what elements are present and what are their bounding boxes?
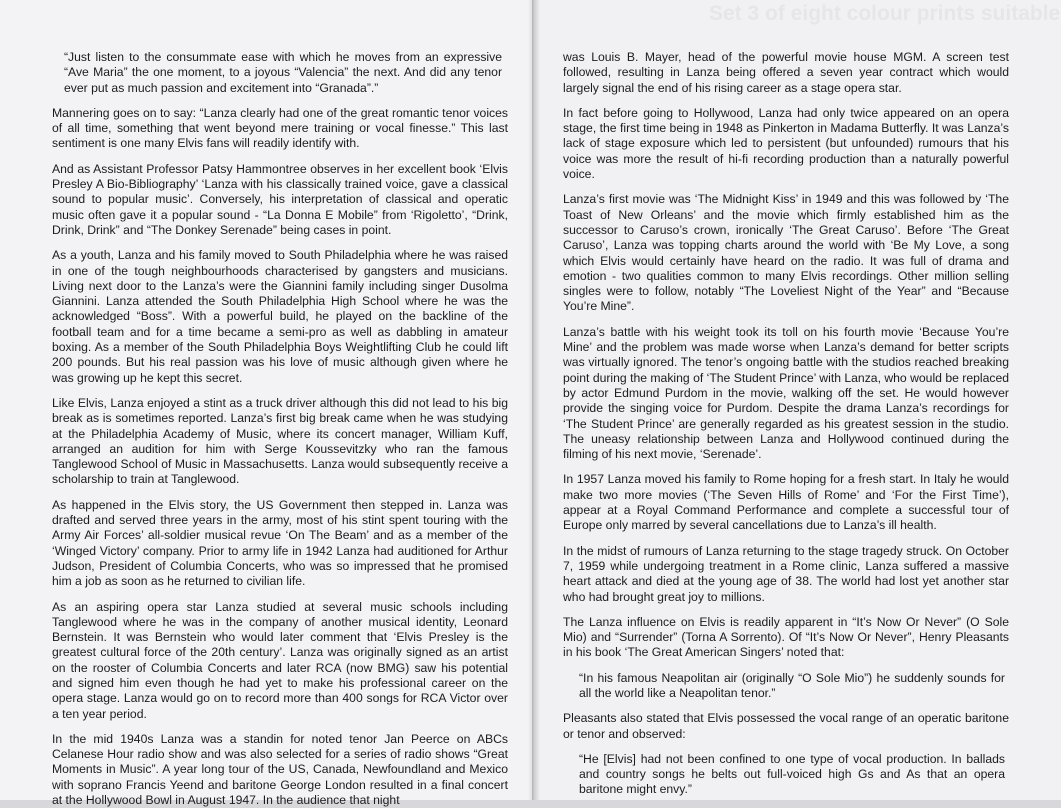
paragraph-quote-neapolitan: “In his famous Neapolitan air (originally “O Sole Mio”) he suddenly sounds for all the world like a Neapolitan tenor.” bbox=[579, 670, 1005, 700]
paragraph-rome: In 1957 Lanza moved his family to Rome hoping for a fresh start. In Italy he would make two more movies (‘The Seven Hills of Rome’ and ‘For the First Time’), appear at a Royal Command Performance and complete a successful tour of Europe only marred by several cancellations due to Lanza’s ill health. bbox=[563, 472, 1009, 533]
paragraph-tragedy: In the midst of rumours of Lanza returning to the stage tragedy struck. On October 7, 1959 while undergoing treatment in a Rome clinic, Lanza suffered a massive heart attack and died at the young age of 38. The world had lost yet another star who had brought great joy to millions. bbox=[563, 543, 1009, 604]
paragraph-influence: The Lanza influence on Elvis is readily apparent in “It’s Now Or Never” (O Sole Mio) and “Surrender” (Torna A Sorrento). Of “It’s Now Or Never”, Henry Pleasants in his book ‘The Great American Singers’ noted that: bbox=[563, 614, 1009, 660]
paragraph-hammontree: And as Assistant Professor Patsy Hammontree observes in her excellent book ‘Elvis Presley A Bio-Bibliography’ ‘Lanza with his classically trained voice, gave a classical sound to popular music’. Conversely, his interpretation of classical and operatic music often gave it a popular sound - “La Donna E Mobile” from ‘Rigoletto’, “Drink, Drink, Drink” and “The Donkey Serenade” being cases in point. bbox=[52, 161, 508, 237]
paragraph-truck-driver: Like Elvis, Lanza enjoyed a stint as a truck driver although this did not lead to his big break as is sometimes reported. Lanza’s first big break came when he was studying at the Philadelphia Academy of Music, where its concert manager, William Kuff, arranged an audition for him with Serge Koussevitzky who ran the famous Tanglewood School of Music in Massachusetts. Lanza would subsequently receive a scholarship to train at Tanglewood. bbox=[52, 395, 508, 487]
paragraph-quote-high-gs: “He [Elvis] had not been confined to one type of vocal production. In ballads and country songs he belts out full-voiced high Gs and As that an opera baritone might envy.” bbox=[579, 751, 1005, 797]
show-through-text: Set 3 of eight colour prints suitable bbox=[709, 2, 1061, 25]
paragraph-first-movie: Lanza’s first movie was ‘The Midnight Kiss’ in 1949 and this was followed by ‘The Toast of New Orleans’ and the movie which firmly established him as the successor to Caruso’s crown, ironically ‘The Great Caruso’. Before ‘The Great Caruso’, Lanza was topping charts around the world with ‘Be My Love, a song which Elvis would certainly have heard on the radio. It was full of drama and emotion - two qualities common to many Elvis recordings. Other million selling singles were to follow, notably “The Loveliest Night of the Year” and “Because You’re Mine”. bbox=[563, 192, 1009, 314]
paragraph-weight: Lanza’s battle with his weight took its toll on his fourth movie ‘Because You’re Mine’ and the problem was made worse when Lanza’s demand for better scripts was virtually ignored. The tenor’s ongoing battle with the studios reached breaking point during the making of ‘The Student Prince’ with Lanza, who would be replaced by actor Edmund Purdom in the movie, walking off the set. He would however provide the singing voice for Purdom. Despite the drama Lanza’s recordings for ‘The Student Prince’ are generally regarded as his greatest session in the studio. The uneasy relationship between Lanza and Hollywood continued during the filming of his next movie, ‘Serenade’. bbox=[563, 324, 1010, 462]
paragraph-youth: As a youth, Lanza and his family moved to South Philadelphia where he was raised in one of the tough neighbourhoods characterised by gangsters and musicians. Living next door to the Lanza’s were the Giannini family including singer Dusolma Giannini. Lanza attended the South Philadelphia High School where he was the acknowledged “Boss”. With a powerful build, he played on the backline of the football team and for a time became a semi-pro as well as dabbling in amateur boxing. As a member of the South Philadelphia Boys Weightlifting Club he could lift 200 pounds. But his real passion was his love of music although given where he was growing up he kept this secret. bbox=[52, 248, 508, 385]
paragraph-opera-star: As an aspiring opera star Lanza studied at several music schools including Tanglewood where he was in the company of another musical identity, Leonard Bernstein. It was Bernstein who would later comment that ‘Elvis Presley is the greatest cultural force of the 20th century’. Lanza was originally signed as an artist on the rooster of Columbia Concerts and later RCA (now BMG) saw his potential and signed him even though he had yet to make his professional career on the opera stage. Lanza would go on to record more than 400 songs for RCA Victor over a ten year period. bbox=[52, 599, 508, 721]
paragraph-army: As happened in the Elvis story, the US Government then stepped in. Lanza was drafted and served three years in the army, most of his stint spent touring with the Army Air Forces’ all-soldier musical revue ‘On The Beam’ and as a member of the ‘Winged Victory’ company. Prior to army life in 1942 Lanza had auditioned for Arthur Judson, President of Columbia Concerts, who was so impressed that he promised him a job as soon as he returned to civilian life. bbox=[52, 497, 508, 589]
paragraph-mannering: Mannering goes on to say: “Lanza clearly had one of the great romantic tenor voices of all time, something that went beyond mere training or vocal finesse.” This last sentiment is one many Elvis fans will readily identify with. bbox=[52, 105, 508, 151]
paragraph-vocal-range: Pleasants also stated that Elvis possessed the vocal range of an operatic baritone or tenor and observed: bbox=[563, 711, 1009, 741]
paragraph-opera-stage: In fact before going to Hollywood, Lanza had only twice appeared on an opera stage, the first time being in 1948 as Pinkerton in Madama Butterfly. It was Lanza’s lack of stage exposure which led to persistent (but unfounded) rumours that his voice was more the result of hi-fi recording production than a naturally powerful voice. bbox=[563, 105, 1009, 182]
paragraph-mid-1940s: In the mid 1940s Lanza was a standin for noted tenor Jan Peerce on ABCs Celanese Hour radio show and was also selected for a series of radio shows “Great Moments in Music”. A year long tour of the US, Canada, Newfoundland and Mexico with soprano Francis Yeend and baritone George London resulted in a final concert at the Hollywood Bowl in August 1947. In the audience that night bbox=[52, 731, 508, 808]
paragraph-quote-mannering: “Just listen to the consummate ease with which he moves from an expressive “Ave Maria” the one moment, to a joyous “Valencia” the next. And did any tenor ever put as much passion and excitement into “Granada”.” bbox=[64, 50, 502, 95]
paragraph-mgm: was Louis B. Mayer, head of the powerful movie house MGM. A screen test followed, resulting in Lanza being offered a seven year contract which would largely signal the end of his rising career as a stage opera star. bbox=[563, 50, 1009, 95]
right-page bbox=[534, 0, 1061, 800]
